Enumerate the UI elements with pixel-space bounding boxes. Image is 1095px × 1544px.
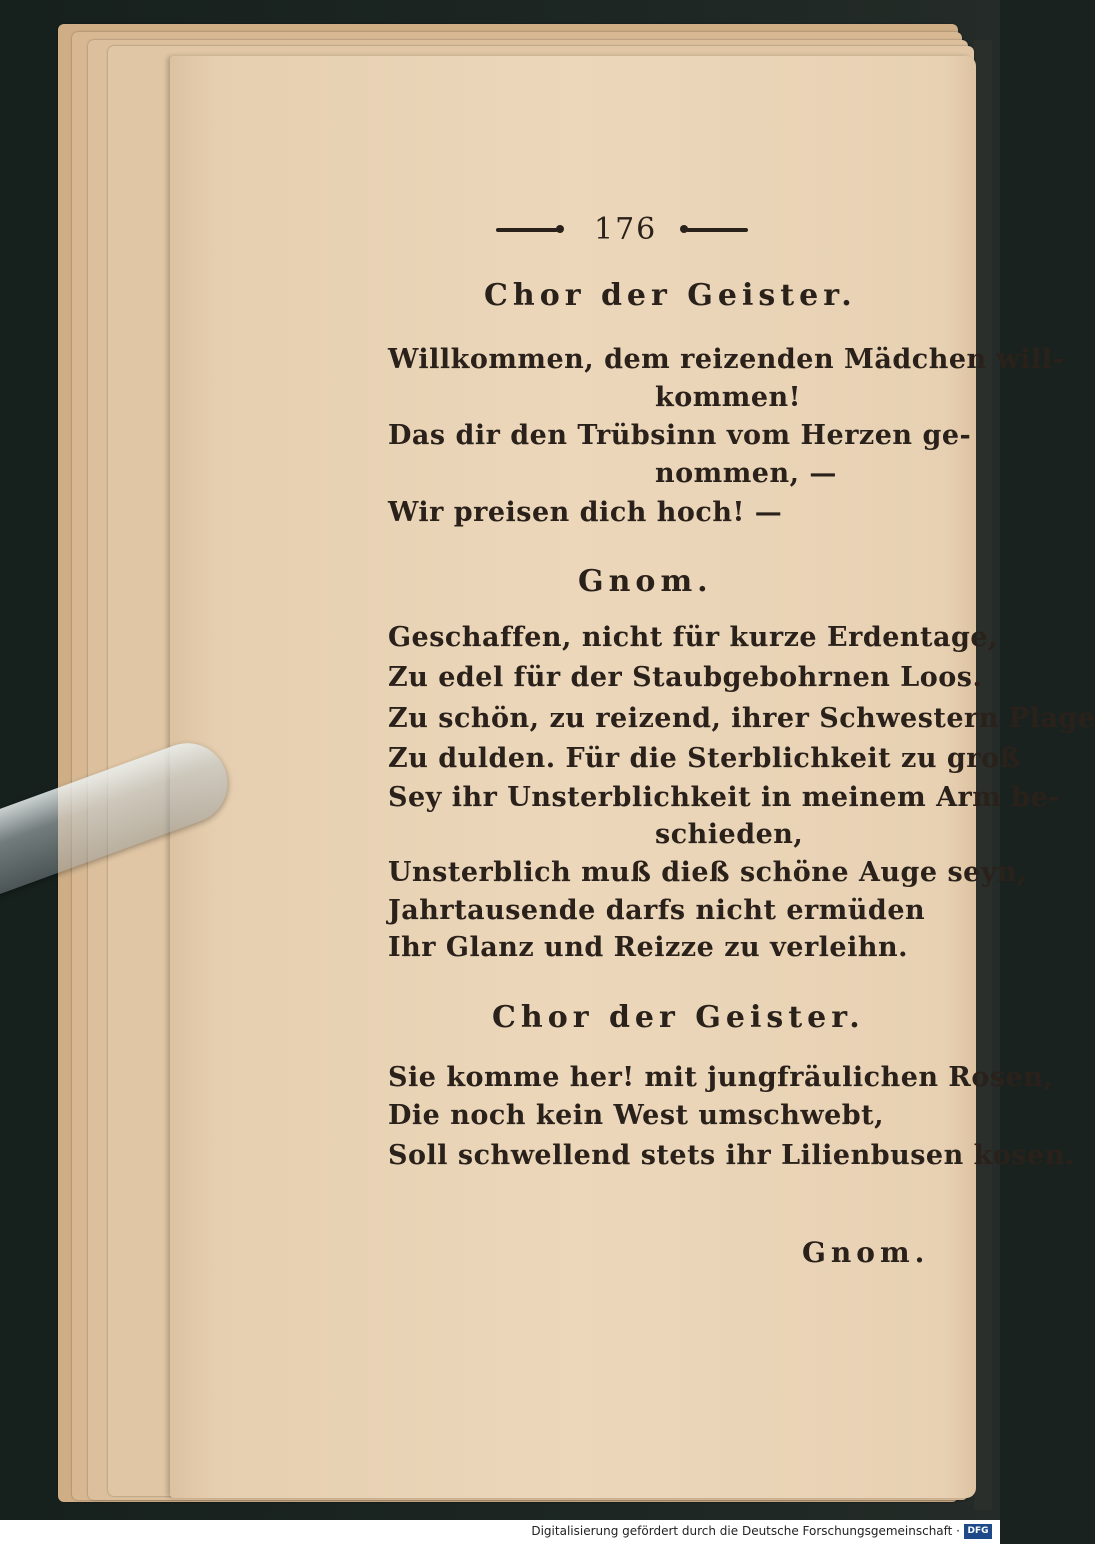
verse-line: Sie komme her! mit jungfräulichen Rosen, (388, 1062, 1054, 1093)
ornament-rule-right (686, 228, 748, 232)
verse-line: Soll schwellend stets ihr Lilienbusen kosen. (388, 1140, 1075, 1171)
verse-line: Zu schön, zu reizend, ihrer Schwestern Plage (388, 703, 1095, 734)
verse-line: Das dir den Trübsinn vom Herzen ge- (388, 420, 972, 451)
section-heading: Chor der Geister. (492, 1000, 865, 1035)
verse-line: Willkommen, dem reizenden Mädchen will- (388, 344, 1065, 375)
verse-line: nommen, — (655, 458, 837, 489)
digitization-footer (0, 1520, 1000, 1544)
ornament-rule-left (496, 228, 558, 232)
page-number: 176 (594, 212, 658, 247)
dfg-logo: DFG (964, 1524, 992, 1539)
footer-credit: Digitalisierung gefördert durch die Deutsche Forschungsgemeinschaft · (531, 1524, 960, 1538)
book-page (170, 56, 976, 1498)
verse-line: schieden, (655, 819, 804, 850)
verse-line: kommen! (655, 382, 802, 413)
verse-line: Ihr Glanz und Reizze zu verleihn. (388, 932, 909, 963)
verse-line: Unsterblich muß dieß schöne Auge seyn, (388, 857, 1028, 888)
verse-line: Sey ihr Unsterblichkeit in meinem Arm be- (388, 782, 1060, 813)
verse-line: Zu dulden. Für die Sterblichkeit zu groß (388, 743, 1021, 774)
verse-line: Jahrtausende darfs nicht ermüden (388, 895, 926, 926)
page-number-header (490, 210, 760, 250)
section-heading: Gnom. (578, 564, 713, 599)
verse-line: Wir preisen dich hoch! — (388, 497, 783, 528)
section-heading: Chor der Geister. (484, 278, 857, 313)
verse-line: Geschaffen, nicht für kurze Erdentage, (388, 622, 998, 653)
catchword: Gnom. (802, 1236, 930, 1269)
verse-line: Die noch kein West umschwebt, (388, 1100, 885, 1131)
verse-line: Zu edel für der Staubgebohrnen Loos. (388, 662, 983, 693)
